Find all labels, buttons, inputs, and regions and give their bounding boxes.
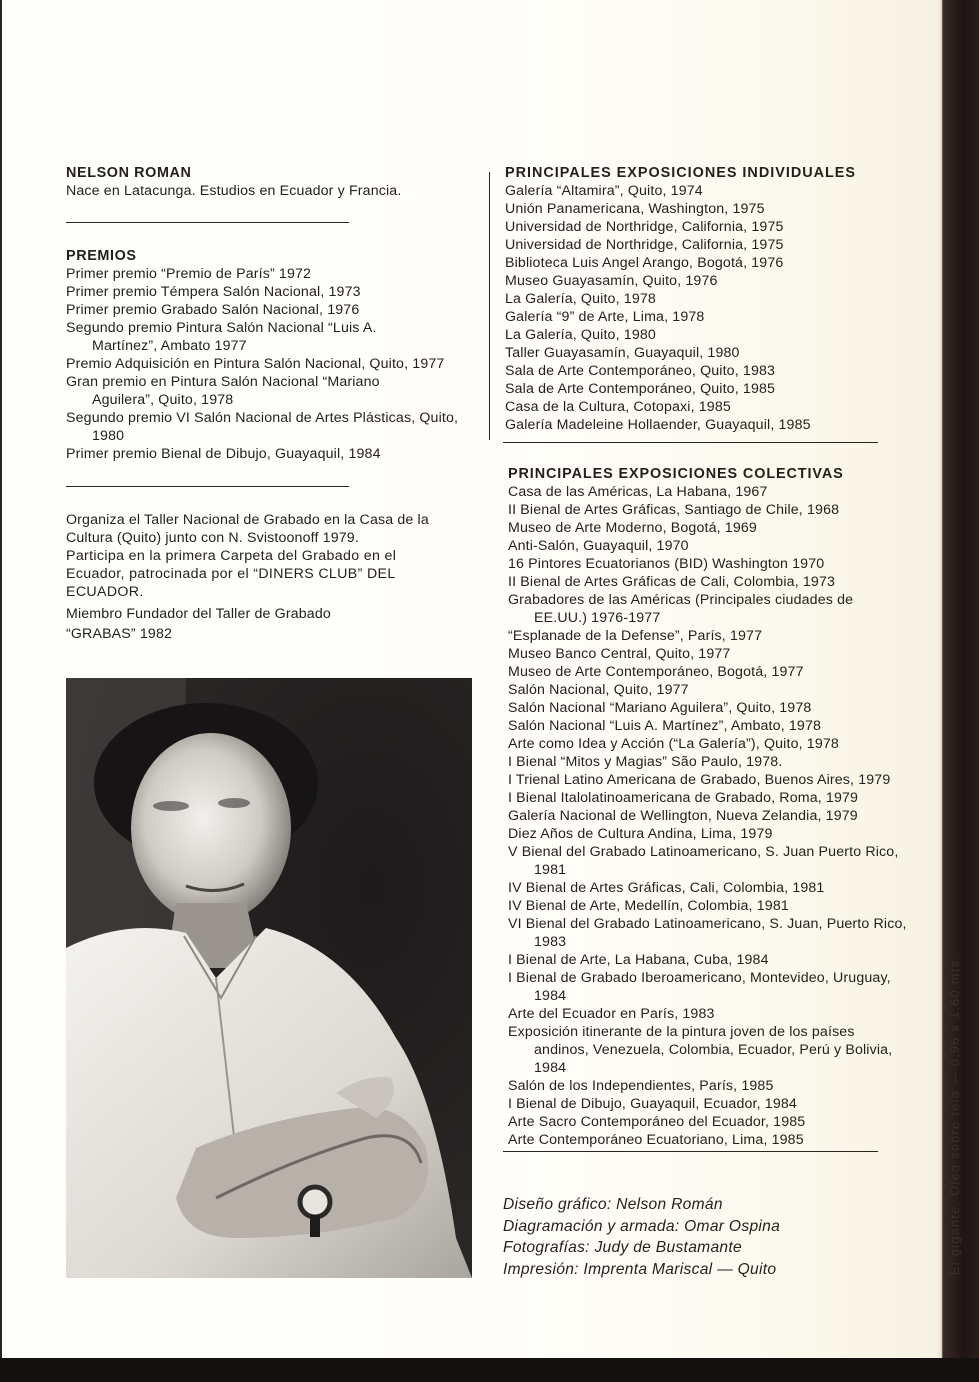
- exhibition-item: Museo Guayasamín, Quito, 1976: [505, 273, 718, 289]
- exhibition-item: Salón Nacional “Luis A. Martínez”, Ambato, 1978: [508, 718, 822, 734]
- note-paragraph: Participa en la primera Carpeta del Grabado en el Ecuador, patrocinada por el “DINERS CLUB” DEL ECUADOR.: [66, 548, 397, 600]
- exhibition-item: 16 Pintores Ecuatorianos (BID) Washington 1970: [508, 556, 825, 572]
- credit-line: Fotografías: Judy de Bustamante: [503, 1239, 743, 1256]
- exhibition-item: Casa de la Cultura, Cotopaxi, 1985: [505, 399, 731, 415]
- exhibition-item: Arte del Ecuador en París, 1983: [508, 1006, 715, 1022]
- exhibition-item: Arte Sacro Contemporáneo del Ecuador, 1985: [508, 1114, 806, 1130]
- exhibition-item: Diez Años de Cultura Andina, Lima, 1979: [508, 826, 773, 842]
- exhibition-item: Galería “9” de Arte, Lima, 1978: [505, 309, 705, 325]
- exhibition-item: IV Bienal de Artes Gráficas, Cali, Colombia, 1981: [508, 880, 825, 896]
- artist-bio: Nace en Latacunga. Estudios en Ecuador y Francia.: [66, 183, 402, 199]
- exhibition-item: I Bienal de Grabado Iberoamericano, Montevideo, Uruguay, 1984: [508, 970, 891, 1004]
- section-divider: [66, 486, 349, 487]
- exhibition-item: II Bienal de Artes Gráficas, Santiago de Chile, 1968: [508, 502, 840, 518]
- exhibition-item: I Bienal de Arte, La Habana, Cuba, 1984: [508, 952, 769, 968]
- group-exhibitions-heading: PRINCIPALES EXPOSICIONES COLECTIVAS: [508, 466, 844, 482]
- credit-line: Diseño gráfico: Nelson Román: [503, 1196, 723, 1213]
- scan-background: [0, 1358, 979, 1382]
- section-divider: [503, 1151, 878, 1152]
- exhibition-item: “Esplanade de la Defense”, París, 1977: [508, 628, 763, 644]
- exhibition-item: Salón de los Independientes, París, 1985: [508, 1078, 774, 1094]
- note-paragraph: Organiza el Taller Nacional de Grabado en la Casa de la Cultura (Quito) junto con N. Svistoonoff 1979.: [66, 512, 429, 546]
- exhibition-item: I Trienal Latino Americana de Grabado, Buenos Aires, 1979: [508, 772, 891, 788]
- exhibition-item: V Bienal del Grabado Latinoamericano, S. Juan Puerto Rico, 1981: [508, 844, 899, 878]
- awards-list: [66, 265, 466, 463]
- exhibition-item: Grabadores de las Américas (Principales ciudades de EE.UU.) 1976-1977: [508, 592, 854, 626]
- exhibition-item: Museo Banco Central, Quito, 1977: [508, 646, 731, 662]
- portrait-image: [66, 678, 472, 1278]
- exhibition-item: Universidad de Northridge, California, 1975: [505, 219, 784, 235]
- awards-heading: PREMIOS: [66, 248, 137, 264]
- exhibition-item: Unión Panamericana, Washington, 1975: [505, 201, 765, 217]
- exhibition-item: Exposición itinerante de la pintura joven de los países andinos, Venezuela, Colombia, Ecuador, Perú y Bolivia, 1984: [508, 1024, 893, 1076]
- exhibition-item: Museo de Arte Contemporáneo, Bogotá, 1977: [508, 664, 804, 680]
- exhibition-item: Anti-Salón, Guayaquil, 1970: [508, 538, 689, 554]
- award-item: Primer premio Témpera Salón Nacional, 1973: [66, 284, 361, 300]
- section-divider: [66, 222, 349, 223]
- exhibition-item: Sala de Arte Contemporáneo, Quito, 1983: [505, 363, 776, 379]
- exhibition-item: Arte Contemporáneo Ecuatoriano, Lima, 1985: [508, 1132, 804, 1148]
- notes: [66, 511, 458, 644]
- exhibition-item: La Galería, Quito, 1980: [505, 327, 656, 343]
- exhibition-item: Galería “Altamira”, Quito, 1974: [505, 183, 703, 199]
- exhibition-item: Salón Nacional, Quito, 1977: [508, 682, 689, 698]
- exhibition-item: Arte como Idea y Acción (“La Galería”), Quito, 1978: [508, 736, 839, 752]
- right-column: [505, 164, 905, 1152]
- left-column: [66, 164, 466, 644]
- individual-exhibitions-heading: PRINCIPALES EXPOSICIONES INDIVIDUALES: [505, 165, 856, 181]
- exhibition-item: I Bienal Italolatinoamericana de Grabado, Roma, 1979: [508, 790, 859, 806]
- exhibition-item: I Bienal “Mitos y Magias” São Paulo, 1978.: [508, 754, 783, 770]
- artist-name: NELSON ROMAN: [66, 165, 192, 181]
- exhibition-item: Museo de Arte Moderno, Bogotá, 1969: [508, 520, 757, 536]
- exhibition-item: La Galería, Quito, 1978: [505, 291, 656, 307]
- exhibition-item: Galería Madeleine Hollaender, Guayaquil, 1985: [505, 417, 811, 433]
- exhibition-item: IV Bienal de Arte, Medellín, Colombia, 1981: [508, 898, 789, 914]
- exhibition-item: I Bienal de Dibujo, Guayaquil, Ecuador, 1984: [508, 1096, 797, 1112]
- award-item: Primer premio Bienal de Dibujo, Guayaquil, 1984: [66, 446, 381, 462]
- award-item: Premio Adquisición en Pintura Salón Nacional, Quito, 1977: [66, 356, 445, 372]
- award-item: Segundo premio VI Salón Nacional de Artes Plásticas, Quito, 1980: [66, 410, 459, 444]
- exhibition-item: VI Bienal del Grabado Latinoamericano, S. Juan, Puerto Rico, 1983: [508, 916, 907, 950]
- credit-line: Diagramación y armada: Omar Ospina: [503, 1217, 781, 1235]
- exhibition-item: Galería Nacional de Wellington, Nueva Zelandia, 1979: [508, 808, 858, 824]
- exhibition-item: Taller Guayasamín, Guayaquil, 1980: [505, 345, 740, 361]
- column-divider: [489, 172, 490, 440]
- painting-caption: El gigante. Oleo sobre tela — 0,96 x 1,60 mts.: [948, 954, 962, 1275]
- note-paragraph: Miembro Fundador del Taller de Grabado “GRABAS” 1982: [66, 606, 331, 642]
- exhibition-item: Salón Nacional “Mariano Aguilera”, Quito, 1978: [508, 700, 812, 716]
- exhibition-item: Universidad de Northridge, California, 1975: [505, 237, 784, 253]
- credits: [503, 1194, 780, 1280]
- artist-portrait-photo: [66, 678, 472, 1278]
- individual-exhibitions-list: [505, 182, 905, 434]
- award-item: Primer premio “Premio de París” 1972: [66, 266, 312, 282]
- award-item: Primer premio Grabado Salón Nacional, 1976: [66, 302, 360, 318]
- award-item: Segundo premio Pintura Salón Nacional “Luis A. Martínez”, Ambato 1977: [66, 320, 377, 354]
- exhibition-item: Biblioteca Luis Angel Arango, Bogotá, 1976: [505, 255, 784, 271]
- group-exhibitions-list: [508, 483, 908, 1149]
- exhibition-item: II Bienal de Artes Gráficas de Cali, Colombia, 1973: [508, 574, 836, 590]
- exhibition-item: Sala de Arte Contemporáneo, Quito, 1985: [505, 381, 776, 397]
- credit-line: Impresión: Imprenta Mariscal — Quito: [503, 1260, 777, 1278]
- award-item: Gran premio en Pintura Salón Nacional “Mariano Aguilera”, Quito, 1978: [66, 374, 380, 408]
- exhibition-item: Casa de las Américas, La Habana, 1967: [508, 484, 768, 500]
- section-divider: [503, 442, 878, 443]
